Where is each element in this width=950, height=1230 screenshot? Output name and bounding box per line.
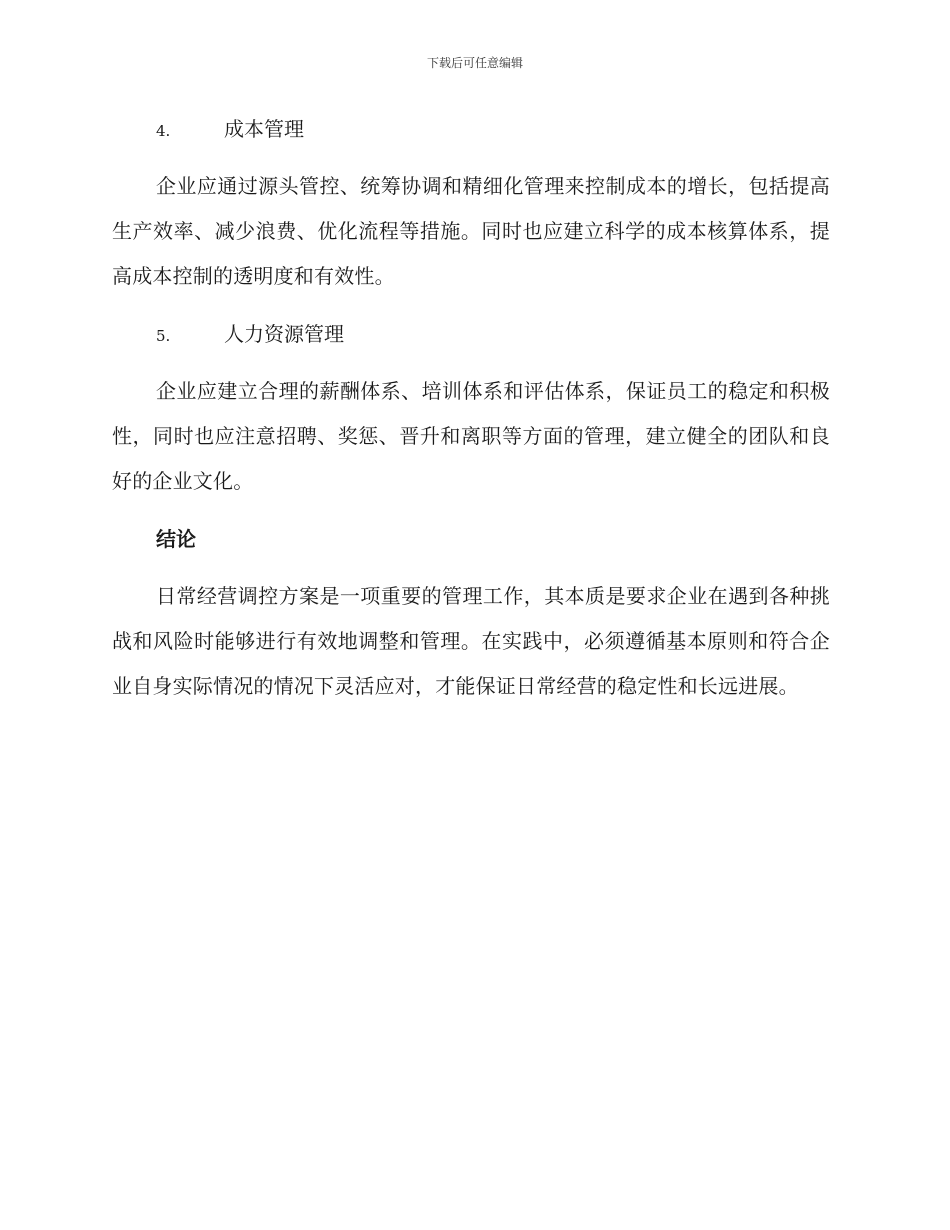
section-heading-hr (156, 311, 830, 357)
section-heading-cost (156, 106, 830, 152)
page-header: 下载后可任意编辑 (426, 56, 523, 70)
section-title: 成本管理 (224, 117, 304, 141)
section-number: 5. (156, 327, 171, 345)
cost-paragraph: 企业应通过源头管控、统筹协调和精细化管理来控制成本的增长，包括提高生产效率、减少浪费、优化流程等措施。同时也应建立科学的成本核算体系，提高成本控制的透明度和有效性。 (112, 174, 830, 288)
section-number: 4. (156, 122, 171, 140)
conclusion-paragraph: 日常经营调控方案是一项重要的管理工作，其本质是要求企业在遇到各种挑战和风险时能够进行有效地调整和管理。在实践中，必须遵循基本原则和符合企业自身实际情况的情况下灵活应对，才能保证日常经营的稳定性和长远进展。 (112, 584, 830, 698)
hr-paragraph: 企业应建立合理的薪酬体系、培训体系和评估体系，保证员工的稳定和积极性，同时也应注意招聘、奖惩、晋升和离职等方面的管理，建立健全的团队和良好的企业文化。 (112, 379, 830, 493)
section-title: 人力资源管理 (224, 322, 344, 346)
conclusion-heading: 结论 (156, 527, 196, 551)
document-body (112, 106, 830, 721)
